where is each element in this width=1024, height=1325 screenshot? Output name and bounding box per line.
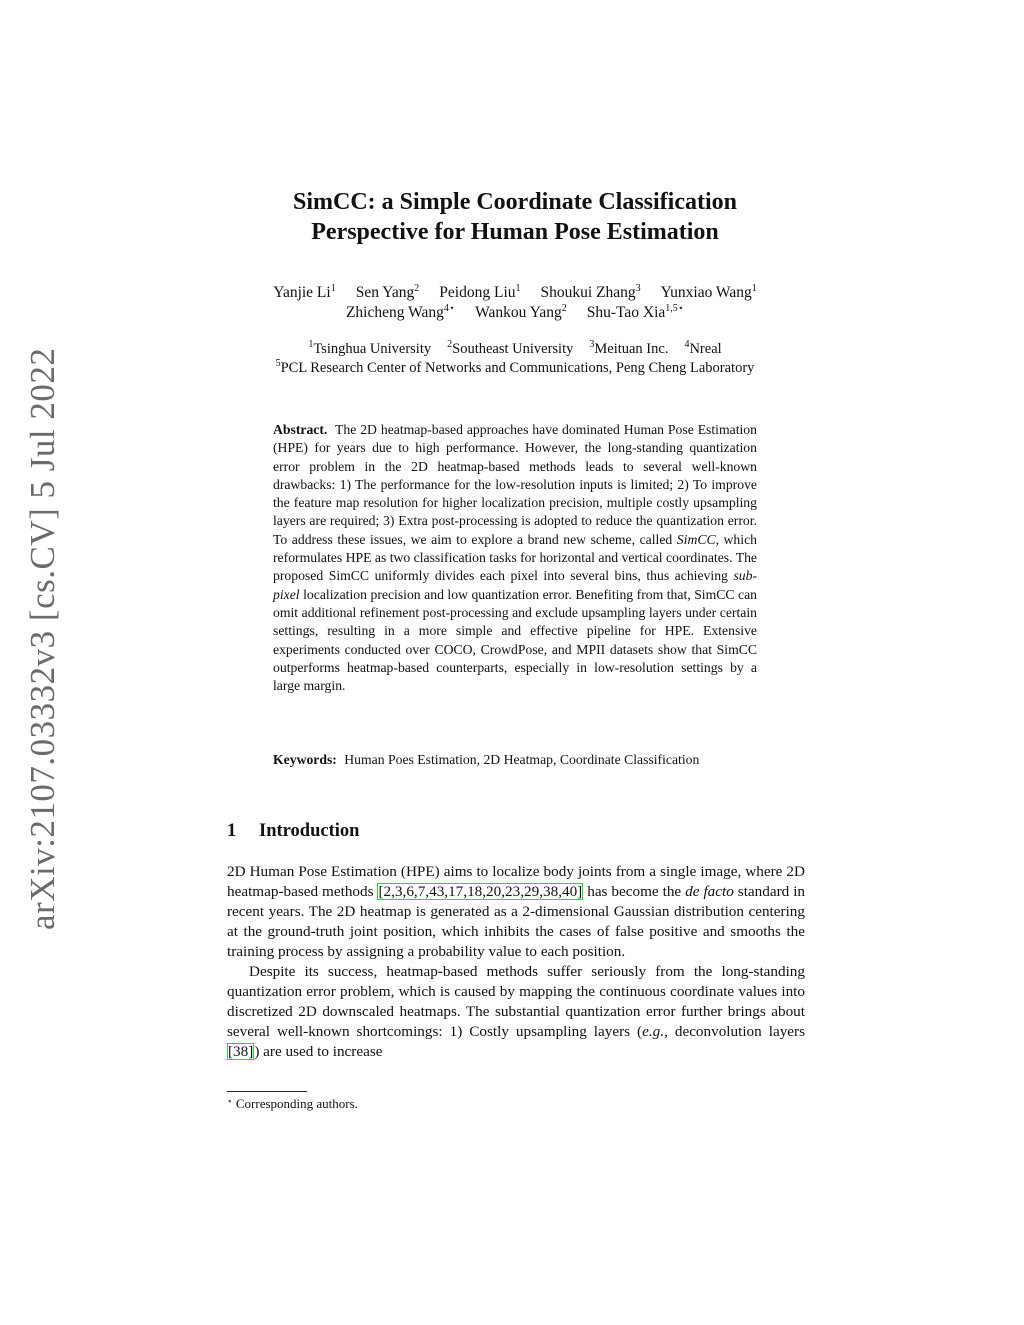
affiliation-mark: 1 [308,339,314,350]
abstract-simcc-term: SimCC [676,531,716,547]
abstract-text: The 2D heatmap-based approaches have dominated Human Pose Estimation (HPE) for years due to high performance. However, the long-standing quantization error problem in the 2D heatmap-based methods leads to several well-known drawbacks: 1) The performance for the low-resolution inputs is limited; 2) To improve the feature map resolution for higher localization precision, multiple costly upsampling layers are required; 3) Extra post-processing is adopted to reduce the quantization error. To address these issues, we aim to explore a brand new scheme, called [273,422,757,547]
author [346,303,455,323]
keywords [273,751,757,769]
keywords-label: Keywords: [273,752,337,767]
abstract-label: Abstract. [273,422,328,437]
title-line-1: SimCC: a Simple Coordinate Classification [293,189,737,215]
paragraph [227,862,805,962]
affiliation [276,359,755,378]
author-affil-mark: 1 [751,283,757,294]
author [273,283,335,303]
paragraph-text: ) are used to increase [254,1043,383,1060]
author-name: Sen Yang [355,284,415,301]
affiliation [308,340,431,359]
abstract [273,421,757,695]
author-name: Zhicheng Wang [345,304,444,321]
section-title: Introduction [259,821,360,841]
italic-term: de facto [685,883,734,900]
italic-term: e.g. [642,1023,665,1040]
abstract-subpixel-term: sub-pixel [273,568,758,602]
author [439,283,520,303]
paragraph-text: 2D Human Pose Estimation (HPE) aims to localize body joints from a single image, where 2D heatmap-based methods [227,863,805,900]
section-number: 1 [227,821,237,841]
author-affil-mark: 2 [414,283,420,294]
affiliation [589,340,668,359]
paragraph-text: has become the [587,883,682,900]
affiliation-name: PCL Research Center of Networks and Communications, Peng Cheng Laboratory [280,360,755,376]
paragraph-text: Despite its success, heatmap-based methods suffer seriously from the long-standing quantization error problem, which is caused by mapping the continuous coordinate values into discretized 2D downscaled heatmaps. The substantial quantization error further brings about several well-known shortcomings: 1) Costly upsampling layers ( [227,963,805,1040]
affiliation-list [170,340,860,378]
author-name: Yunxiao Wang [660,284,752,301]
paragraph-text: standard in recent years. The 2D heatmap is generated as a 2-dimensional Gaussian distribution centering at the ground-truth joint position, which inhibits the cases of false positive and smooths the training process by assigning a probability value to each position. [227,883,806,960]
author [475,303,567,323]
section-heading [227,821,359,842]
author-name: Wankou Yang [475,304,562,321]
abstract-text: , which reformulates HPE as two classification tasks for horizontal and vertical coordinates. The proposed SimCC uniformly divides each pixel into several bins, thus achieving [273,531,757,584]
affiliation [447,340,573,359]
footnote-mark: ⋆ [227,1096,233,1106]
author [356,283,420,303]
affiliation-name: Southeast University [452,341,574,357]
author-affil-mark: 1 [515,283,521,294]
author-affil-mark: 1,5⋆ [665,303,685,314]
author-affil-mark: 4⋆ [443,303,456,314]
affiliation-name: Nreal [689,341,722,357]
affiliation-mark: 3 [589,339,595,350]
author-affil-mark: 3 [635,283,641,294]
paragraph [227,962,805,1062]
author [661,283,757,303]
affiliation-mark: 2 [447,339,453,350]
affiliation-mark: 4 [684,339,690,350]
introduction-body [227,862,805,1062]
author-list [180,283,850,323]
author-name: Yanjie Li [273,284,331,301]
abstract-text: localization precision and low quantization error. Benefiting from that, SimCC can omit additional refinement post-processing and exclude upsampling layers under certain settings, resulting in a more simple and effective pipeline for HPE. Extensive experiments conducted over COCO, CrowdPose, and MPII datasets show that SimCC outperforms heatmap-based counterparts, especially in low-resolution settings by a large margin. [273,586,758,694]
author-name: Peidong Liu [439,284,516,301]
affiliation-name: Meituan Inc. [594,341,669,357]
author-name: Shu-Tao Xia [586,304,666,321]
title-line-2: Perspective for Human Pose Estimation [311,219,719,245]
paragraph-text: , deconvolution layers [664,1023,806,1040]
footnote-rule [227,1091,307,1092]
affiliation-name: Tsinghua University [313,341,432,357]
arxiv-identifier-stamp: arXiv:2107.03332v3 [cs.CV] 5 Jul 2022 [23,347,62,930]
affiliation [684,340,721,359]
author [541,283,641,303]
author-affil-mark: 2 [561,303,567,314]
footnote-text: Corresponding authors. [235,1096,358,1111]
footnote [227,1096,358,1112]
citation-link[interactable]: [38] [228,1043,254,1060]
keywords-text: Human Poes Estimation, 2D Heatmap, Coordinate Classification [344,752,700,767]
author [587,303,684,323]
author-name: Shoukui Zhang [540,284,636,301]
paper-title [200,187,830,247]
author-affil-mark: 1 [330,283,336,294]
citation-link[interactable]: [2,3,6,7,43,17,18,20,23,29,38,40] [378,883,583,900]
affiliation-mark: 5 [275,358,281,369]
